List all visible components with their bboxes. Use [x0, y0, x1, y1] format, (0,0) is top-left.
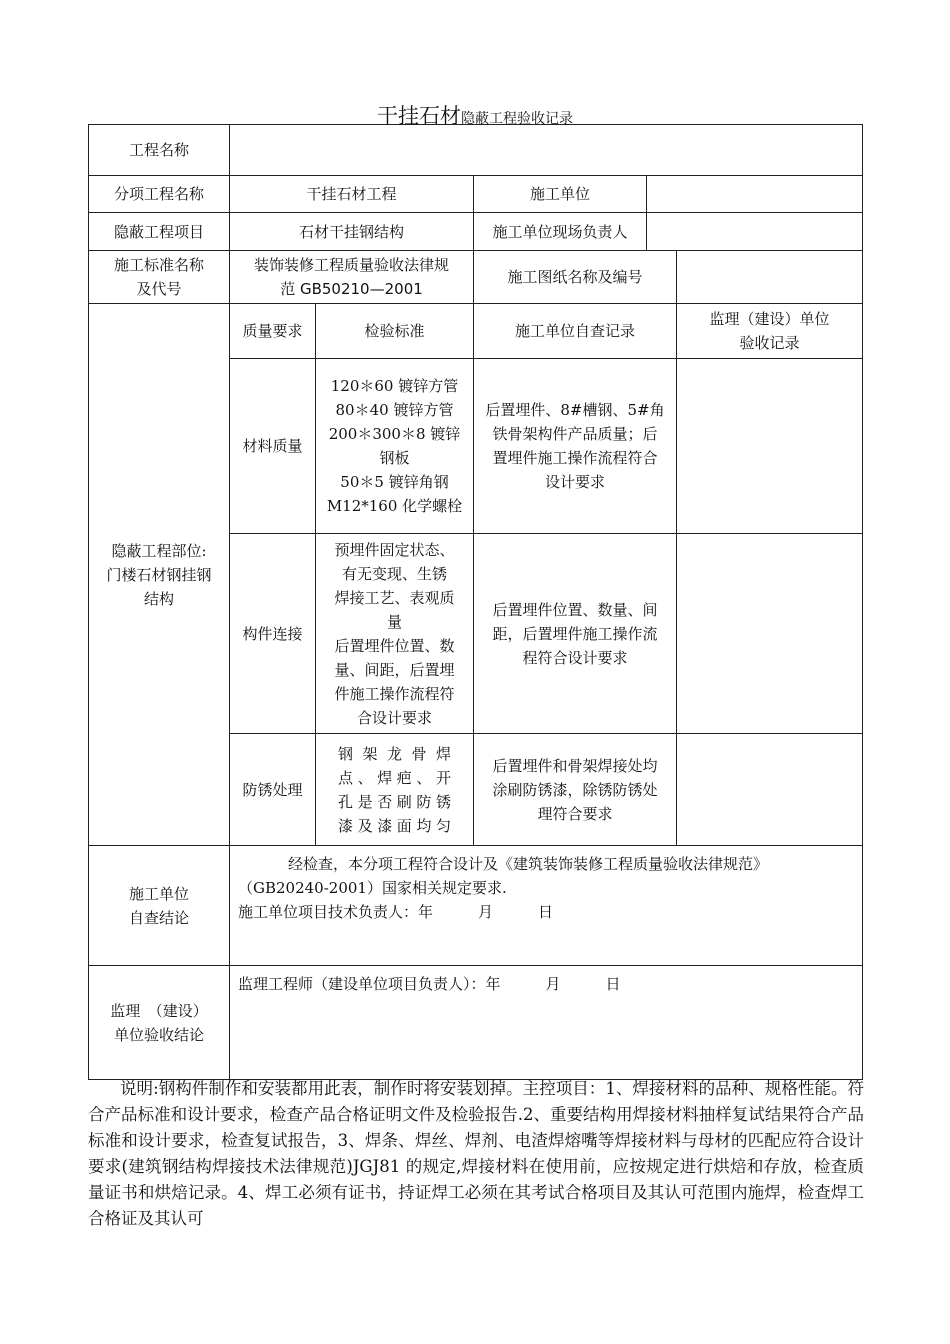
item-quality: 构件连接 — [230, 534, 316, 734]
self-check-line: 距，后置埋件施工操作流 — [492, 624, 658, 643]
standard-line: 漆及漆面均匀 — [338, 816, 451, 835]
row-sub-project — [89, 176, 863, 213]
item-supervision[interactable] — [677, 734, 863, 846]
item-supervision[interactable] — [677, 359, 863, 534]
row-standard — [89, 251, 863, 304]
self-check-line: 后置埋件位置、数量、间 — [492, 600, 658, 619]
self-check-line: 铁骨架构件产品质量；后 — [492, 425, 658, 443]
self-conclusion-line: （GB20240-2001）国家相关规定要求. — [238, 879, 507, 897]
site-manager-label: 施工单位现场负责人 — [474, 213, 647, 251]
inspection-form — [88, 124, 863, 1080]
supervision-conclusion-body — [230, 966, 863, 1080]
title-main: 干挂石材 — [377, 104, 461, 128]
header-supervision-line: 验收记录 — [739, 334, 800, 352]
row-self-conclusion — [89, 846, 863, 966]
standard-line: 焊接工艺、表观质 — [334, 588, 455, 607]
self-conclusion-line: 施工单位项目技术负责人：年 月 日 — [238, 903, 554, 921]
header-supervision — [677, 304, 863, 359]
self-conclusion-label-line: 施工单位 — [128, 884, 189, 903]
standard-line: 预埋件固定状态、 — [334, 540, 455, 559]
self-check-line: 后置埋件和骨架焊接处均 — [492, 756, 658, 775]
standard-value-line: 范 GB50210—2001 — [280, 280, 423, 298]
row-hidden-item — [89, 213, 863, 251]
supervision-conclusion-label — [89, 966, 230, 1080]
construction-unit-label: 施工单位 — [474, 176, 647, 213]
header-standard: 检验标准 — [316, 304, 474, 359]
self-check-line: 理符合要求 — [537, 804, 613, 823]
hidden-item-label: 隐蔽工程项目 — [89, 213, 230, 251]
header-quality: 质量要求 — [230, 304, 316, 359]
standard-value — [230, 251, 474, 304]
item-self-check — [474, 359, 677, 534]
title-suffix: 隐蔽工程验收记录 — [461, 111, 573, 127]
item-quality: 材料质量 — [230, 359, 316, 534]
self-check-line: 涂刷防锈漆，除锈防锈处 — [492, 780, 658, 799]
supervision-conclusion-label-line: 监理 （建设） — [110, 1001, 208, 1020]
sub-project-label: 分项工程名称 — [89, 176, 230, 213]
self-conclusion-body — [230, 846, 863, 966]
item-standard — [316, 359, 474, 534]
self-conclusion-label — [89, 846, 230, 966]
standard-label — [89, 251, 230, 304]
row-project-name — [89, 125, 863, 176]
standard-line: 50＊5 镀锌角钢 — [340, 473, 449, 491]
hidden-part-line: 门楼石材钢挂钢 — [106, 565, 212, 584]
standard-line: 量、间距，后置埋 — [334, 660, 455, 679]
sub-project-value: 干挂石材工程 — [230, 176, 474, 213]
self-conclusion-label-line: 自查结论 — [128, 908, 189, 927]
project-name-label: 工程名称 — [89, 125, 230, 176]
drawing-label: 施工图纸名称及编号 — [474, 251, 677, 304]
standard-line: 钢板 — [379, 449, 410, 467]
standard-label-line: 及代号 — [136, 280, 182, 298]
standard-value-line: 装饰装修工程质量验收法律规 — [253, 256, 449, 274]
footnote: 说明:钢构件制作和安装都用此表，制作时将安装划掉。主控项目：1、焊接材料的品种、规格性能。符合产品标准和设计要求，检查产品合格证明文件及检验报告.2、重要结构用焊接材料抽样复试结果符合产品标准和设计要求，检查复试报告，3、焊条、焊丝、焊剂、电渣焊熔嘴等焊接材料与母材的匹配应符合设计要求(建筑钢结构焊接技术法律规范)JGJ81 的规定,焊接材料在使用前，应按规定进行烘焙和存放，检查质量证书和烘焙记录。4、焊工必须有证书，持证焊工必须在其考试合格项目及其认可范围内施焊，检查焊工合格证及其认可 — [88, 1079, 864, 1228]
standard-line: 200＊300＊8 镀锌 — [328, 425, 461, 443]
supervision-conclusion-line: 监理工程师（建设单位项目负责人）：年 月 日 — [238, 975, 621, 993]
standard-line: 合设计要求 — [356, 708, 432, 727]
standard-line: 件施工操作流程符 — [334, 684, 455, 703]
standard-line: 点、焊疤、开 — [338, 768, 451, 787]
supervision-conclusion-label-line: 单位验收结论 — [113, 1025, 204, 1044]
item-standard — [316, 534, 474, 734]
project-name-value[interactable] — [230, 125, 863, 176]
hidden-item-value: 石材干挂钢结构 — [230, 213, 474, 251]
standard-line: 量 — [386, 612, 402, 631]
row-section-headers — [89, 304, 863, 359]
item-standard — [316, 734, 474, 846]
standard-line: 钢架龙骨焊 — [338, 744, 451, 763]
hidden-part-line: 结构 — [143, 589, 174, 608]
item-quality: 防锈处理 — [230, 734, 316, 846]
standard-line: 孔是否刷防锈 — [338, 792, 451, 811]
self-conclusion-line: 经检查，本分项工程符合设计及《建筑装饰装修工程质量验收法律规范》 — [288, 855, 769, 873]
standard-line: 有无变现、生锈 — [341, 564, 447, 583]
hidden-part-label — [89, 304, 230, 846]
site-manager-value[interactable] — [647, 213, 863, 251]
item-self-check — [474, 734, 677, 846]
header-supervision-line: 监理（建设）单位 — [709, 310, 830, 328]
drawing-value[interactable] — [677, 251, 863, 304]
self-check-line: 后置埋件、8#槽钢、5#角 — [485, 401, 665, 419]
construction-unit-value[interactable] — [647, 176, 863, 213]
row-supervision-conclusion — [89, 966, 863, 1080]
self-check-line: 设计要求 — [544, 473, 605, 491]
self-check-line: 程符合设计要求 — [522, 648, 628, 667]
hidden-part-line: 隐蔽工程部位: — [111, 541, 207, 560]
header-self-check: 施工单位自查记录 — [474, 304, 677, 359]
standard-label-line: 施工标准名称 — [113, 256, 204, 274]
standard-line: 80＊40 镀锌方管 — [335, 401, 454, 419]
standard-line: 后置埋件位置、数 — [334, 636, 455, 655]
standard-line: M12*160 化学螺栓 — [326, 497, 463, 515]
item-self-check — [474, 534, 677, 734]
self-check-line: 置埋件施工操作流程符合 — [492, 449, 658, 467]
standard-line: 120＊60 镀锌方管 — [330, 377, 459, 395]
item-supervision[interactable] — [677, 534, 863, 734]
